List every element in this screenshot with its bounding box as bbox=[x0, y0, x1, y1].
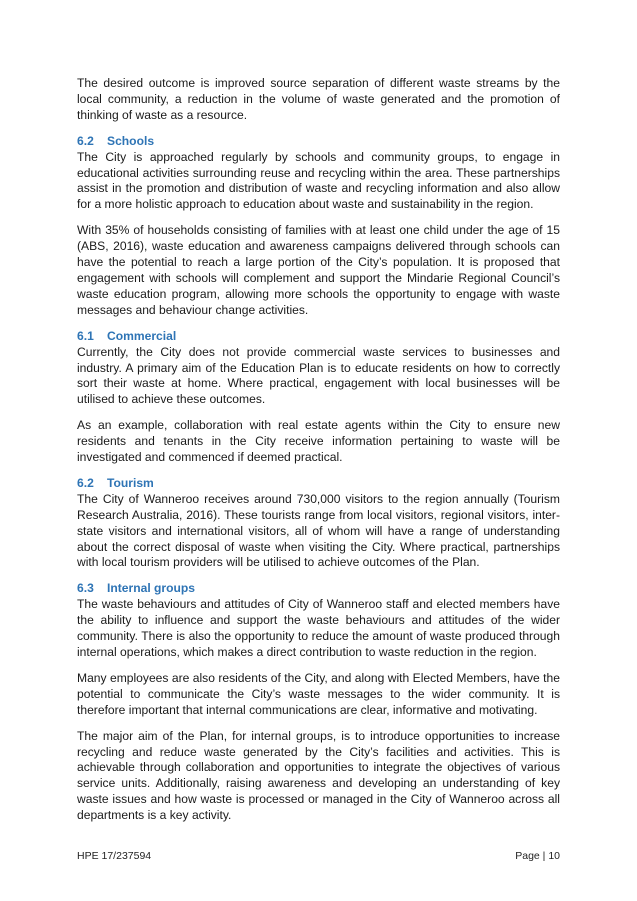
section-number: 6.2 bbox=[77, 475, 94, 490]
paragraph: The City of Wanneroo receives around 730,000 visitors to the region annually (Tourism Research Australia, 2016). These tourists range from local visitors, regional visitors, inter-state visitors and international visitors, all of whom will have a range of understanding about the correct disposal of waste when visiting the City. Where practical, partnerships with local tourism providers will be utilised to achieve outcomes of the Plan. bbox=[77, 491, 560, 570]
paragraph: As an example, collaboration with real estate agents within the City to ensure new residents and tenants in the City receive information pertaining to waste will be investigated and commenced if deemed practical. bbox=[77, 418, 560, 465]
section-heading-schools bbox=[77, 134, 560, 150]
page-content bbox=[77, 76, 560, 834]
section-number: 6.2 bbox=[77, 133, 94, 148]
paragraph: The waste behaviours and attitudes of City of Wanneroo staff and elected members have the ability to influence and support the waste behaviours and attitudes of the wider community. There is also the opportunity to reduce the amount of waste produced through internal operations, which makes a direct contribution to waste reduction in the region. bbox=[77, 597, 560, 659]
section-heading-internal-groups bbox=[77, 581, 560, 597]
page-number: Page | 10 bbox=[515, 850, 560, 862]
paragraph: With 35% of households consisting of families with at least one child under the age of 15 (ABS, 2016), waste education and awareness campaigns delivered through schools can have the potential to reach a large portion of the City’s population. It is proposed that engagement with schools will complement and support the Mindarie Regional Council’s waste education program, allowing more schools the opportunity to engage with waste messages and behaviour change activities. bbox=[77, 223, 560, 317]
section-heading-commercial bbox=[77, 329, 560, 345]
section-title: Tourism bbox=[107, 475, 154, 490]
paragraph: The City is approached regularly by schools and community groups, to engage in educational activities surrounding reuse and recycling within the area. These partnerships assist in the promotion and distribution of waste and recycling information and also allow for a more holistic approach to education about waste and sustainability in the region. bbox=[77, 149, 560, 212]
section-number: 6.1 bbox=[77, 328, 94, 343]
section-heading-tourism bbox=[77, 476, 560, 492]
paragraph: The major aim of the Plan, for internal groups, is to introduce opportunities to increase recycling and reduce waste generated by the City’s facilities and activities. This is achievable through collaboration and opportunities to integrate the objectives of various service units. Additionally, raising awareness and developing an understanding of key waste issues and how waste is processed or managed in the City of Wanneroo across all departments is a key activity. bbox=[77, 728, 560, 823]
section-title: Schools bbox=[107, 133, 155, 148]
section-title: Commercial bbox=[107, 328, 177, 343]
section-title: Internal groups bbox=[107, 581, 196, 596]
document-reference: HPE 17/237594 bbox=[77, 850, 152, 862]
paragraph: Currently, the City does not provide commercial waste services to businesses and industry. A primary aim of the Education Plan is to educate residents on how to correctly sort their waste at home. Where practical, engagement with local businesses will be utilised to achieve these outcomes. bbox=[77, 344, 560, 407]
section-number: 6.3 bbox=[77, 581, 94, 596]
paragraph: Many employees are also residents of the City, and along with Elected Members, have the potential to communicate the City’s waste messages to the wider community. It is therefore important that internal communications are clear, informative and motivating. bbox=[77, 670, 560, 717]
intro-paragraph: The desired outcome is improved source separation of different waste streams by the local community, a reduction in the volume of waste generated and the promotion of thinking of waste as a resource. bbox=[77, 76, 560, 122]
